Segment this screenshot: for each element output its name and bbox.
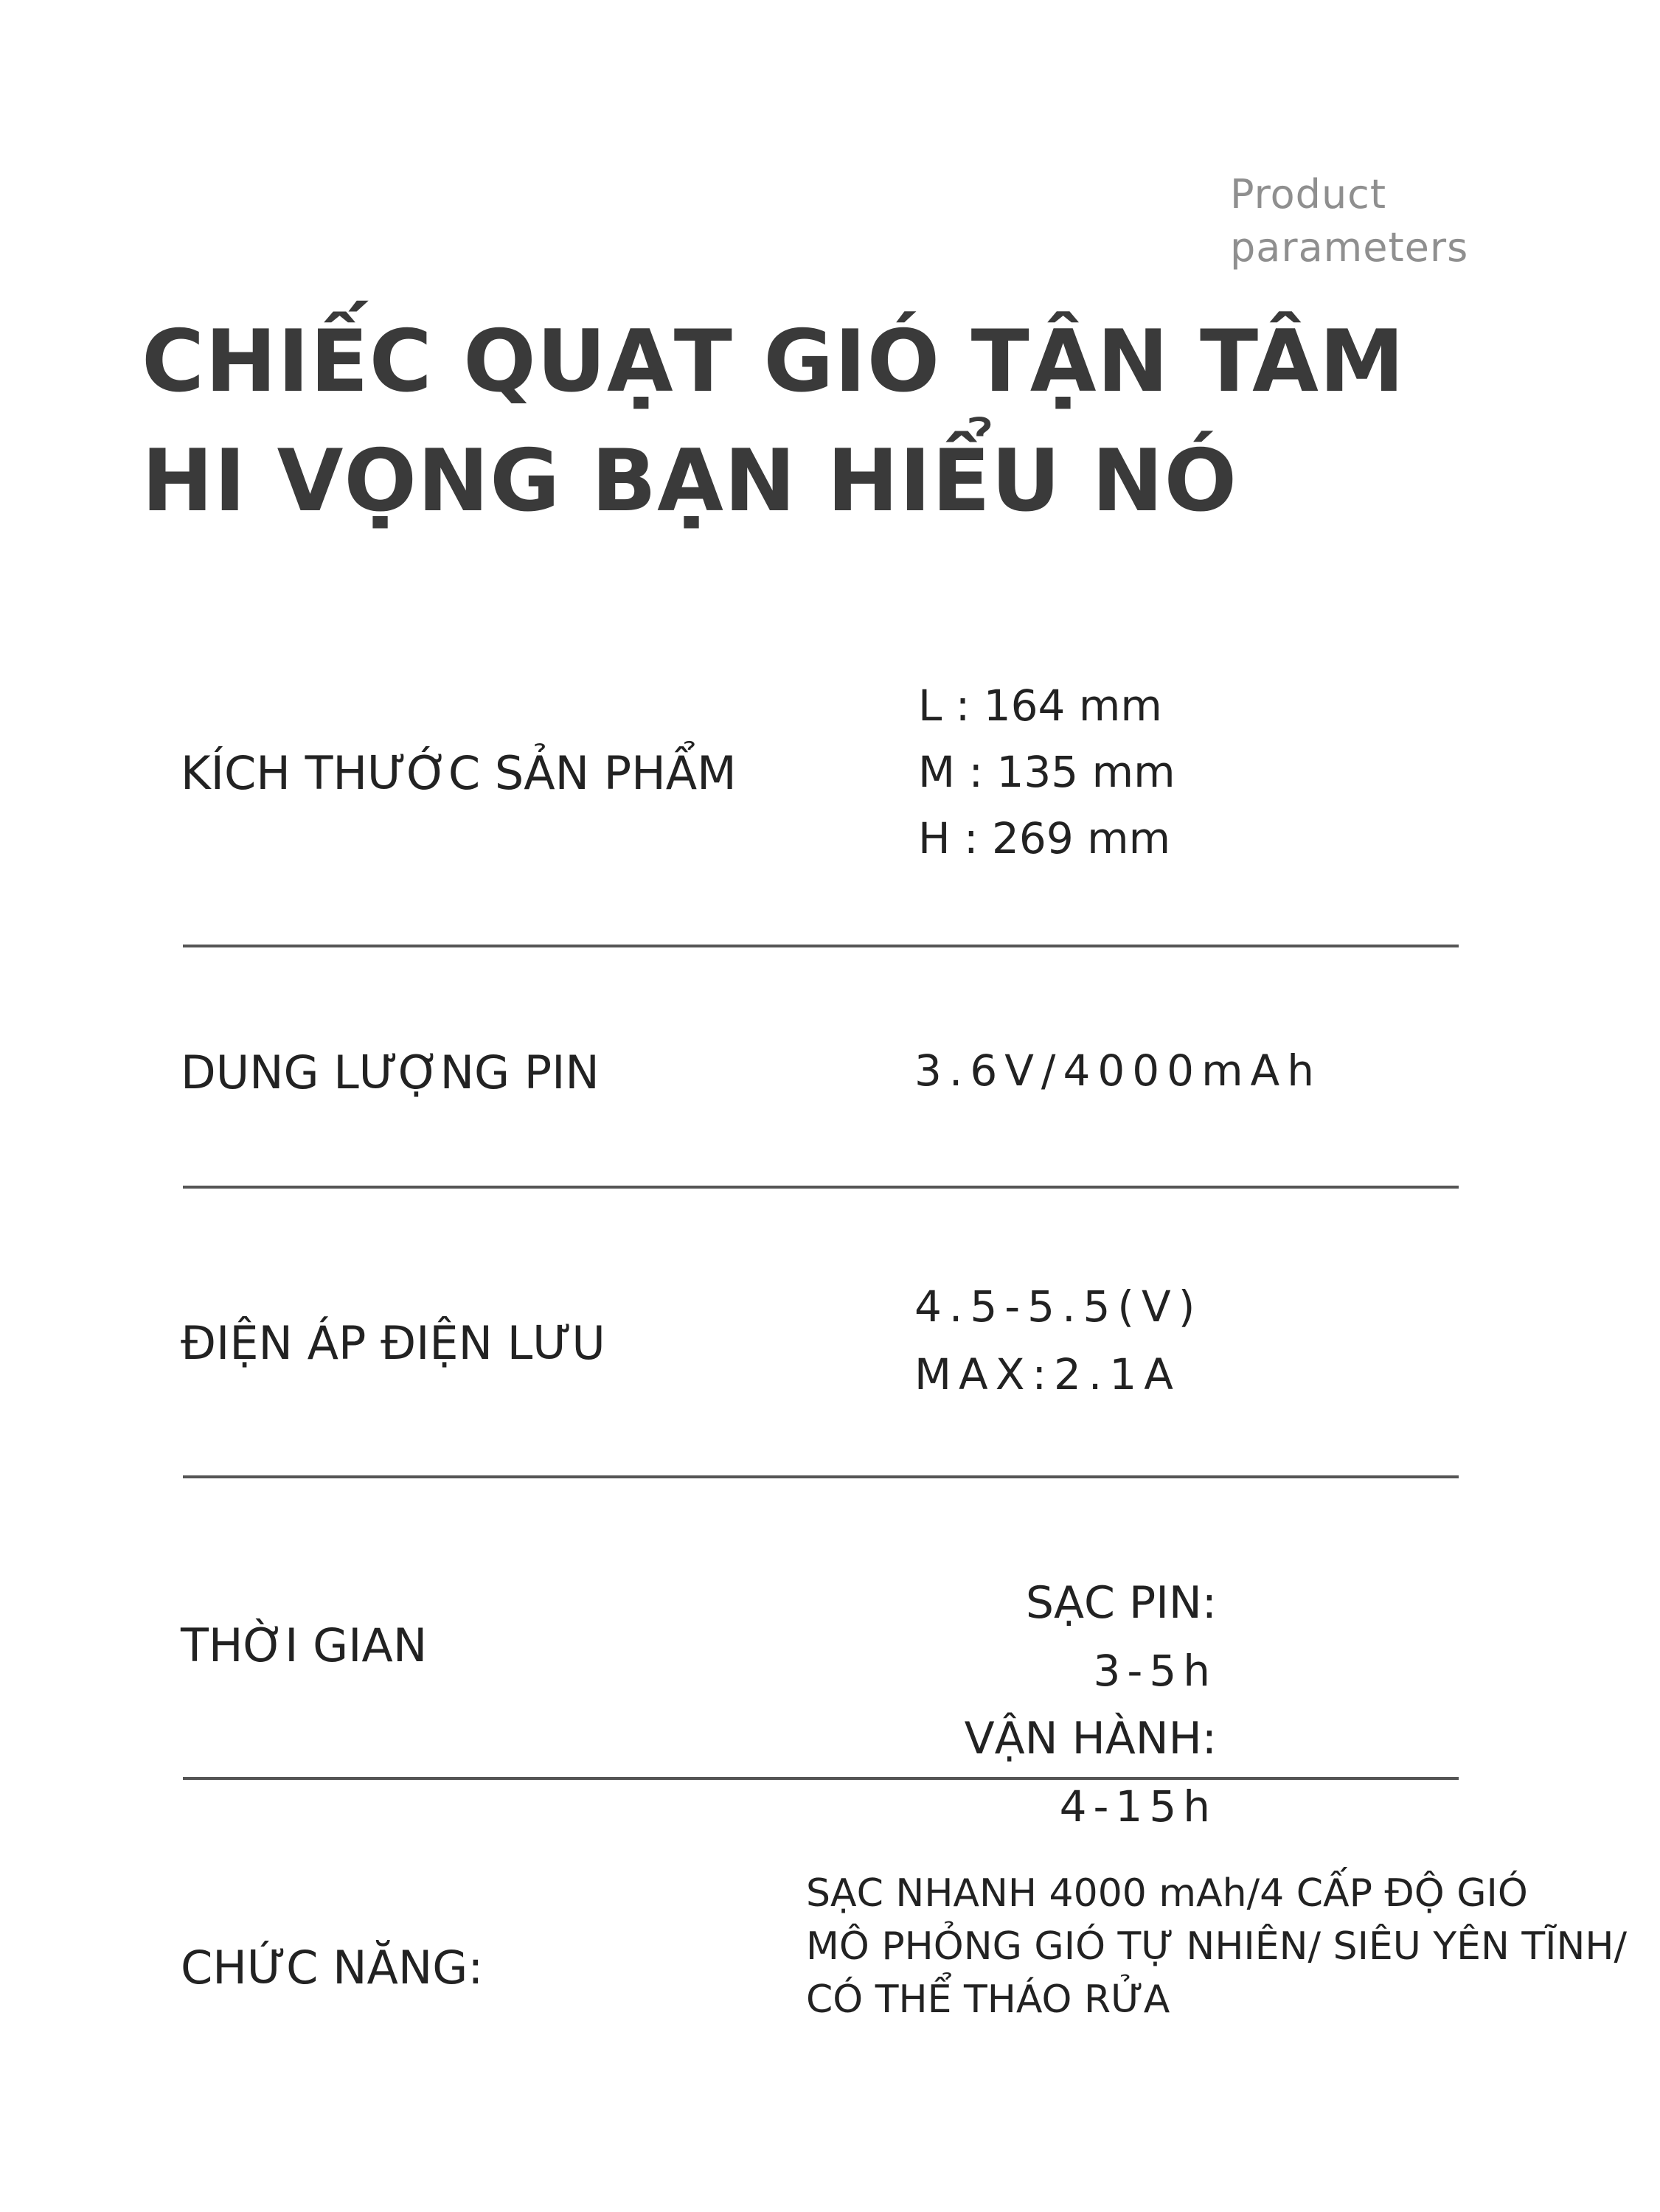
spec-label-battery: DUNG LƯỢNG PIN — [181, 1046, 600, 1099]
spec-value-features — [806, 1867, 1627, 2026]
time-run-key: VẬN HÀNH: — [964, 1713, 1217, 1764]
title-line-2: HI VỌNG BẠN HIỂU NÓ — [142, 431, 1238, 531]
section-subtitle — [1230, 168, 1468, 274]
page-title — [142, 302, 1405, 541]
time-charge-line — [804, 1569, 1217, 1705]
subtitle-line-1: Product — [1230, 171, 1387, 218]
voltage-range: 4.5-5.5(V) — [914, 1281, 1203, 1332]
spec-label-time: THỜI GIAN — [181, 1618, 428, 1672]
time-charge-value: 3-5h — [1093, 1646, 1217, 1696]
divider-2 — [183, 1186, 1459, 1189]
size-height: H : 269 mm — [918, 813, 1171, 863]
subtitle-line-2: parameters — [1230, 224, 1469, 271]
spec-label-voltage: ĐIỆN ÁP ĐIỆN LƯU — [181, 1316, 605, 1370]
divider-4 — [183, 1777, 1459, 1780]
spec-label-size: KÍCH THƯỚC SẢN PHẨM — [181, 746, 737, 800]
spec-value-size — [918, 672, 1175, 872]
time-run-value: 4-15h — [1059, 1781, 1217, 1832]
divider-1 — [183, 945, 1459, 947]
spec-value-time — [804, 1569, 1217, 1840]
spec-value-battery: 3.6V/4000mAh — [914, 1046, 1322, 1096]
feature-line-1: SẠC NHANH 4000 mAh/4 CẤP ĐỘ GIÓ — [806, 1871, 1528, 1916]
time-run-line — [804, 1705, 1217, 1840]
size-width: M : 135 mm — [918, 747, 1175, 797]
spec-value-voltage — [914, 1273, 1202, 1408]
time-charge-key: SẠC PIN: — [1025, 1577, 1217, 1629]
feature-line-3: CÓ THỂ THÁO RỬA — [806, 1978, 1170, 2022]
divider-3 — [183, 1475, 1459, 1478]
size-length: L : 164 mm — [918, 681, 1162, 731]
voltage-max-current: MAX:2.1A — [914, 1349, 1181, 1399]
title-line-1: CHIẾC QUẠT GIÓ TẬN TÂM — [142, 312, 1406, 411]
feature-line-2: MÔ PHỎNG GIÓ TỰ NHIÊN/ SIÊU YÊN TĨNH/ — [806, 1924, 1628, 1969]
spec-label-features: CHỨC NĂNG: — [181, 1941, 484, 1994]
